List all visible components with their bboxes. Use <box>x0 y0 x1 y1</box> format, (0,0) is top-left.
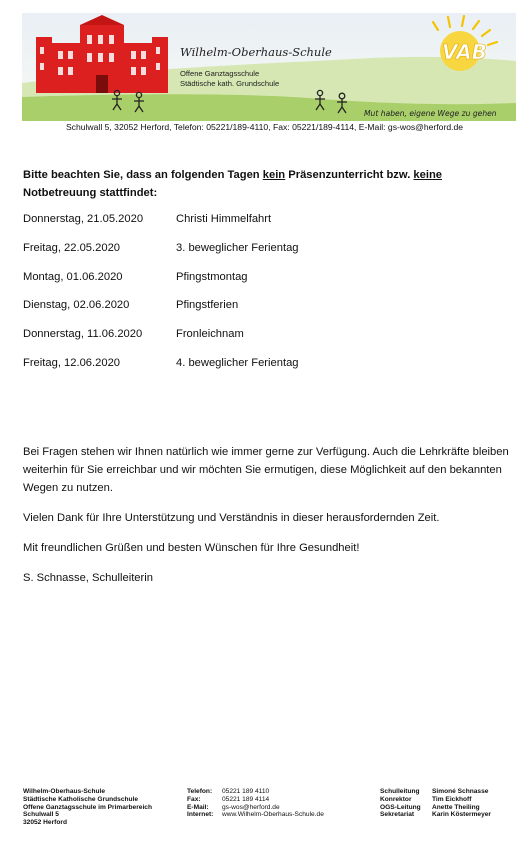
footer-staff-row <box>380 788 513 796</box>
letter-content <box>23 166 513 599</box>
footer-school-info <box>23 788 183 827</box>
schedule-event: Fronleichnam <box>176 328 244 341</box>
contact-website[interactable]: www.Wilhelm-Oberhaus-Schule.de <box>222 811 324 819</box>
schedule-date: Dienstag, 02.06.2020 <box>23 299 130 312</box>
schedule-row <box>23 325 513 354</box>
footer-contacts <box>187 788 377 819</box>
staff-name: Karin Köstermeyer <box>432 811 492 819</box>
staff-role: OGS-Leitung <box>380 803 421 811</box>
schedule-date: Montag, 01.06.2020 <box>23 270 123 283</box>
footer-contact-row <box>187 788 377 796</box>
contact-value: 05221 189 4110 <box>222 788 270 795</box>
contact-label: Telefon: <box>187 788 213 795</box>
staff-role: Schulleitung <box>380 788 420 795</box>
schedule-row <box>23 268 513 297</box>
school-slogan: Mut haben, eigene Wege zu gehen <box>364 109 497 118</box>
schedule-event: 4. beweglicher Ferientag <box>176 356 299 369</box>
vab-logo-text: VAB <box>442 40 487 64</box>
intro-paragraph <box>23 166 513 202</box>
intro-keine: keine <box>413 169 443 181</box>
contact-value: 05221 189 4114 <box>222 795 270 803</box>
footer-line: Wilhelm-Oberhaus-Schule <box>23 788 106 795</box>
intro-text-2: Präsenzunterricht bzw. <box>285 169 414 181</box>
schedule-date: Donnerstag, 21.05.2020 <box>23 213 144 225</box>
footer-line: Offene Ganztagsschule im Primarbereich <box>23 803 152 811</box>
contact-email[interactable]: gs-wos@herford.de <box>222 803 280 811</box>
body-paragraph-questions: Bei Fragen stehen wir Ihnen natürlich wie immer gerne zur Verfügung. Auch die Lehrkräfte bleiben weiterhin für Sie erreichbar und wir möchten Sie ermutigen, diese Möglichkeit auf den bekannten Wegen zu nutzen. <box>23 445 509 494</box>
footer-line: Städtische Katholische Grundschule <box>23 795 139 803</box>
schedule-event: Pfingstferien <box>176 299 239 312</box>
footer-staff <box>380 788 513 819</box>
school-header-banner <box>22 13 516 121</box>
footer-contact-row <box>187 796 377 804</box>
footer-line: 32052 Herford <box>23 819 67 827</box>
contact-label: Fax: <box>187 795 201 803</box>
footer-line: Schulwall 5 <box>23 811 59 819</box>
intro-kein: kein <box>262 169 286 181</box>
staff-role: Sekretariat <box>380 811 415 819</box>
closure-schedule <box>23 210 513 383</box>
contact-label: E-Mail: <box>187 803 209 811</box>
schedule-date: Freitag, 22.05.2020 <box>23 241 121 254</box>
school-address-line: Schulwall 5, 32052 Herford, Telefon: 05221/189-4110, Fax: 05221/189-4114, E-Mail: gs-wos@herford.de <box>65 122 464 132</box>
schedule-event: Christi Himmelfahrt <box>176 213 272 225</box>
schedule-row <box>23 354 513 383</box>
body-paragraph-thanks: Vielen Dank für Ihre Unterstützung und Verständnis in dieser herausfordernden Zeit. <box>23 511 440 524</box>
school-name: Wilhelm-Oberhaus-Schule <box>180 45 332 59</box>
schedule-event: 3. beweglicher Ferientag <box>176 241 299 254</box>
signature: S. Schnasse, Schulleiterin <box>23 571 153 584</box>
staff-name: Simoné Schnasse <box>432 788 489 795</box>
schedule-row <box>23 239 513 268</box>
schedule-event: Pfingstmontag <box>176 270 248 283</box>
footer-staff-row <box>380 804 513 812</box>
contact-label: Internet: <box>187 811 214 819</box>
school-subtitle-1: Offene Ganztagsschule <box>180 69 260 78</box>
footer-contact-row <box>187 811 377 819</box>
staff-name: Anette Theiling <box>432 803 480 811</box>
schedule-row <box>23 210 513 239</box>
body-paragraph-greeting: Mit freundlichen Grüßen und besten Wünschen für Ihre Gesundheit! <box>23 541 360 554</box>
intro-text-1: Bitte beachten Sie, dass an folgenden Tagen <box>23 169 263 181</box>
schedule-date: Freitag, 12.06.2020 <box>23 356 121 369</box>
footer-staff-row <box>380 811 513 819</box>
schedule-row <box>23 296 513 325</box>
staff-role: Konrektor <box>380 795 412 803</box>
schedule-date: Donnerstag, 11.06.2020 <box>23 328 143 341</box>
footer-staff-row <box>380 796 513 804</box>
school-subtitle-2: Städtische kath. Grundschule <box>180 79 280 88</box>
intro-text-3: Notbetreuung stattfindet: <box>23 187 158 199</box>
footer-contact-row <box>187 804 377 812</box>
staff-name: Tim Eickhoff <box>432 795 472 803</box>
